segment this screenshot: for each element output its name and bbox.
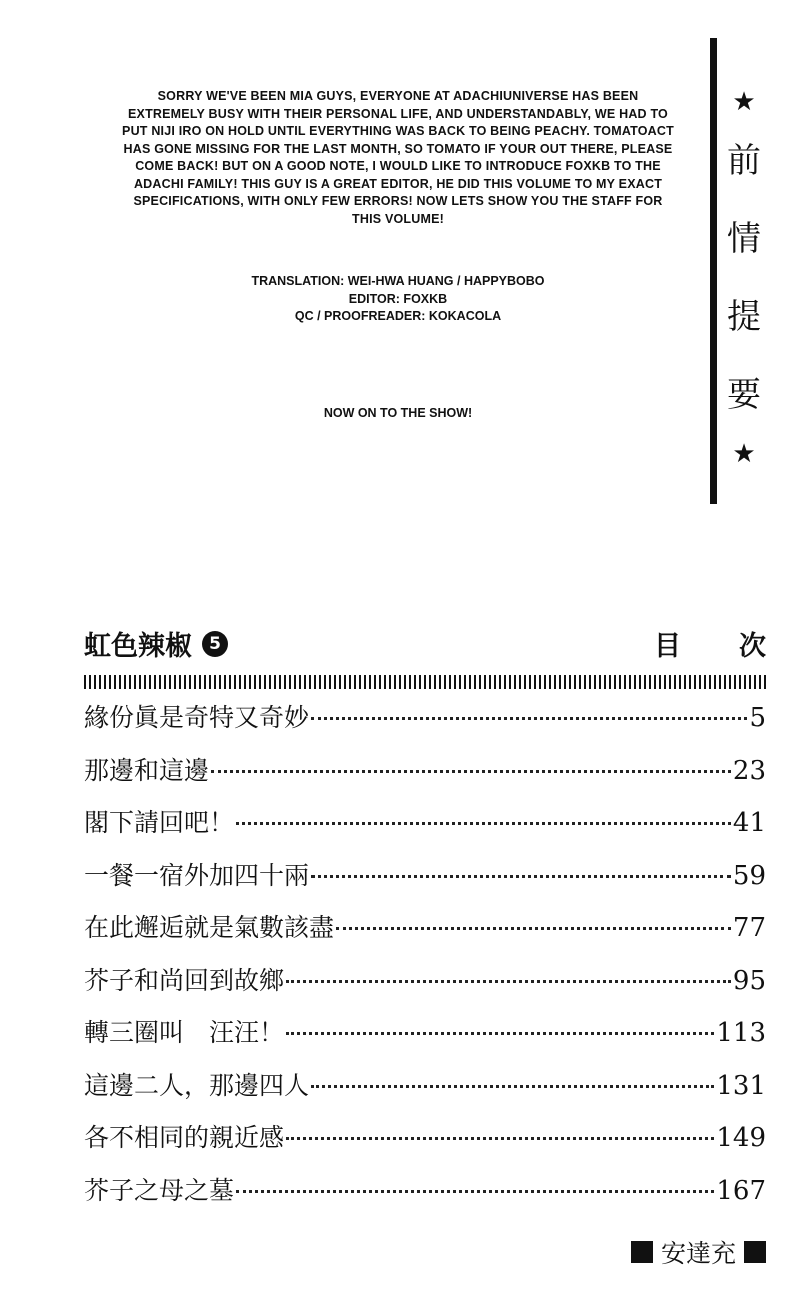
author-name: 安達充 — [660, 1239, 736, 1268]
toc-label-char: 次 — [739, 631, 766, 662]
toc-label-char: 目 — [654, 631, 681, 662]
toc-entry-page: 131 — [716, 1070, 766, 1101]
toc-entry — [84, 1171, 766, 1224]
book-title — [84, 624, 228, 663]
toc-entry-title: 各不相同的親近感 — [84, 1123, 285, 1152]
star-icon: ★ — [732, 439, 756, 469]
volume-number-badge: 5 — [202, 631, 228, 657]
toc-entry — [84, 856, 766, 909]
toc-entry — [84, 1013, 766, 1066]
toc-entry — [84, 908, 766, 961]
dot-leader — [236, 822, 731, 825]
square-bullet-icon — [631, 1241, 653, 1263]
dot-leader — [311, 1085, 714, 1088]
vertical-title — [722, 82, 766, 474]
square-bullet-icon — [744, 1241, 766, 1263]
toc-entry-page: 5 — [749, 703, 766, 733]
decorative-ruler — [84, 675, 766, 689]
staff-credits — [118, 273, 678, 326]
toc-entry-title: 在此邂逅就是氣數該盡 — [84, 913, 335, 942]
toc-entry — [84, 803, 766, 856]
toc-entry-title: 那邊和這邊 — [84, 755, 210, 785]
toc-entry — [84, 1118, 766, 1171]
staff-credit-qc: QC / PROOFREADER: KOKACOLA — [294, 309, 502, 323]
vertical-title-char: 情 — [727, 219, 761, 259]
toc-entry — [84, 751, 766, 804]
toc-entry-page: 23 — [732, 755, 766, 786]
dot-leader — [311, 717, 747, 720]
toc-entry-page: 167 — [716, 1175, 766, 1206]
toc-entry-title: 一餐一宿外加四十兩 — [84, 860, 310, 890]
toc-entry-title: 芥子和尚回到故鄉 — [84, 965, 285, 995]
vertical-title-char: 前 — [727, 141, 761, 181]
toc-entry-title: 閣下請回吧！ — [84, 808, 235, 837]
toc-entry-page: 113 — [716, 1018, 766, 1048]
vertical-divider — [710, 38, 717, 504]
dot-leader — [286, 980, 731, 983]
toc-entry-title: 緣份眞是奇特又奇妙 — [84, 703, 310, 732]
toc-entry-title: 這邊二人，那邊四人 — [84, 1070, 310, 1100]
toc-entry — [84, 1066, 766, 1119]
book-title-text: 虹色辣椒 — [84, 631, 192, 662]
table-of-contents — [84, 698, 766, 1223]
toc-entry — [84, 961, 766, 1014]
toc-entry-title: 轉三圈叫 汪汪！ — [84, 1018, 285, 1047]
toc-entry-page: 59 — [732, 860, 766, 891]
closing-line: NOW ON TO THE SHOW! — [323, 406, 473, 420]
toc-entry-page: 149 — [716, 1123, 766, 1153]
dot-leader — [286, 1137, 714, 1140]
toc-label — [654, 624, 766, 663]
toc-entry-page: 95 — [732, 965, 766, 996]
vertical-title-char: 提 — [727, 297, 761, 337]
toc-entry-page: 77 — [732, 913, 766, 943]
toc-entry-page: 41 — [732, 808, 766, 838]
star-icon: ★ — [732, 87, 756, 117]
toc-entry-title: 芥子之母之墓 — [84, 1175, 235, 1205]
toc-entry — [84, 698, 766, 751]
staff-credit-editor: EDITOR: FOXKB — [348, 291, 448, 306]
dot-leader — [336, 927, 731, 930]
dot-leader — [211, 770, 731, 773]
scanlation-note: SORRY WE'VE BEEN MIA GUYS, EVERYONE AT ADACHIUNIVERSE HAS BEEN EXTREMELY BUSY WITH THEIR PERSONAL LIFE, AND UNDERSTANDABLY, WE HAD TO PUT NIJI IRO ON HOLD UNTIL EVERYTHING WAS BACK TO BEING PEACHY. TOMATOACT HAS GONE MISSING FOR THE LAST MONTH, SO TOMATO IF YOUR OUT THERE, PLEASE COME BACK! BUT ON A GOOD NOTE, I WOULD LIKE TO INTRODUCE FOXKB TO THE ADACHI FAMILY! THIS GUY IS A GREAT EDITOR, HE DID THIS VOLUME TO MY EXACT SPECIFICATIONS, WITH ONLY FEW ERRORS! NOW LETS SHOW YOU THE STAFF FOR THIS VOLUME! — [122, 89, 674, 226]
staff-credit-translation: TRANSLATION: WEI-HWA HUANG / HAPPYBOBO — [251, 274, 545, 288]
dot-leader — [286, 1032, 714, 1035]
vertical-title-char: 要 — [727, 375, 761, 415]
dot-leader — [311, 875, 731, 878]
author-credit — [631, 1234, 766, 1270]
dot-leader — [236, 1190, 714, 1193]
